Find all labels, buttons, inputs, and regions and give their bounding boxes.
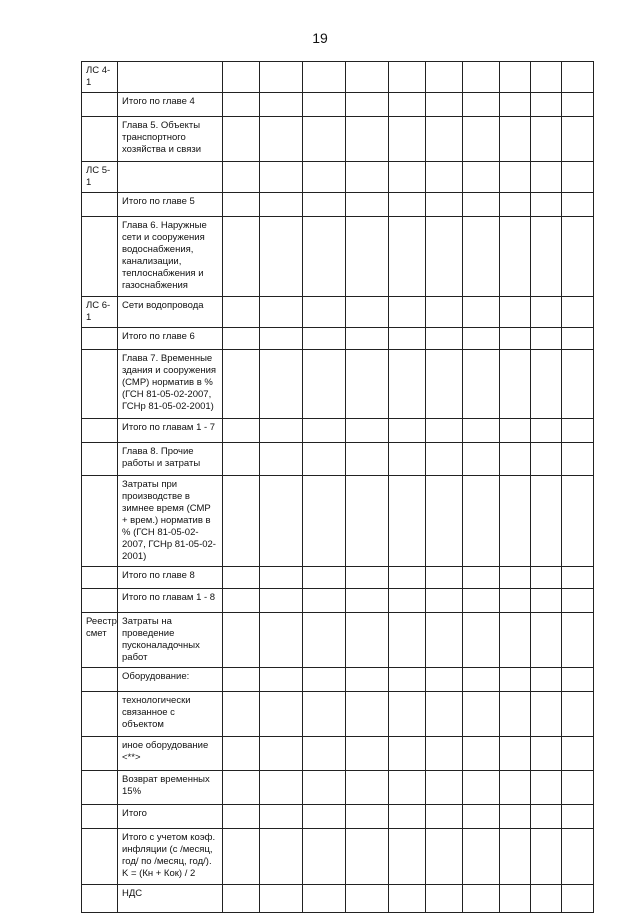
table-row <box>82 692 594 737</box>
row-label: Оборудование: <box>118 668 223 692</box>
table-row <box>82 350 594 419</box>
table-row <box>82 419 594 443</box>
table-row <box>82 737 594 771</box>
page-number: 19 <box>312 30 328 46</box>
row-code <box>82 805 118 829</box>
table-row <box>82 117 594 162</box>
row-label: Итого по главе 8 <box>118 567 223 589</box>
row-label: Глава 8. Прочие работы и затраты <box>118 443 223 476</box>
row-code <box>82 476 118 567</box>
row-code <box>82 217 118 297</box>
table-row <box>82 668 594 692</box>
table-row <box>82 885 594 913</box>
table-row <box>82 217 594 297</box>
row-label <box>118 162 223 193</box>
row-label: Глава 6. Наружные сети и сооружения водоснабжения, канализации, теплоснабжения и газоснабжения <box>118 217 223 297</box>
table-row <box>82 613 594 668</box>
row-code <box>82 328 118 350</box>
row-code: ЛС 6-1 <box>82 297 118 328</box>
row-code <box>82 350 118 419</box>
table-row <box>82 443 594 476</box>
table-row <box>82 162 594 193</box>
row-code <box>82 885 118 913</box>
row-code <box>82 668 118 692</box>
table-row <box>82 771 594 805</box>
row-label: Сети водопровода <box>118 297 223 328</box>
row-label: Глава 5. Объекты транспортного хозяйства и связи <box>118 117 223 162</box>
table-row <box>82 567 594 589</box>
row-code <box>82 771 118 805</box>
row-label: Глава 7. Временные здания и сооружения (СМР) норматив в % (ГСН 81-05-02-2007, ГСНр 81-05-02-2001) <box>118 350 223 419</box>
estimate-table <box>81 61 594 913</box>
row-code <box>82 589 118 613</box>
row-label: Итого по главам 1 - 8 <box>118 589 223 613</box>
table-row <box>82 328 594 350</box>
row-label: Затраты при производстве в зимнее время (СМР + врем.) норматив в % (ГСН 81-05-02-2007, ГСНр 81-05-02-2001) <box>118 476 223 567</box>
row-code: ЛС 4-1 <box>82 62 118 93</box>
row-label <box>118 62 223 93</box>
table-row <box>82 829 594 885</box>
row-label: Итого <box>118 805 223 829</box>
row-label: Итого по главе 5 <box>118 193 223 217</box>
table-row <box>82 62 594 93</box>
row-code <box>82 117 118 162</box>
row-code <box>82 93 118 117</box>
table-row <box>82 476 594 567</box>
row-label: Затраты на проведение пусконаладочных работ <box>118 613 223 668</box>
row-code <box>82 419 118 443</box>
row-code <box>82 737 118 771</box>
table-row <box>82 193 594 217</box>
table-row <box>82 805 594 829</box>
row-label: НДС <box>118 885 223 913</box>
row-label: Итого по главе 6 <box>118 328 223 350</box>
row-code <box>82 443 118 476</box>
table-row <box>82 93 594 117</box>
row-label: Возврат временных 15% <box>118 771 223 805</box>
row-label: иное оборудование <**> <box>118 737 223 771</box>
row-code <box>82 567 118 589</box>
table-row <box>82 589 594 613</box>
row-code: ЛС 5-1 <box>82 162 118 193</box>
row-label: Итого по главам 1 - 7 <box>118 419 223 443</box>
row-label: Итого с учетом коэф. инфляции (с /месяц, год/ по /месяц, год/). K = (Кн + Кок) / 2 <box>118 829 223 885</box>
row-code: Реестр смет <box>82 613 118 668</box>
row-code <box>82 692 118 737</box>
row-code <box>82 193 118 217</box>
row-code <box>82 829 118 885</box>
row-label: Итого по главе 4 <box>118 93 223 117</box>
table-row <box>82 297 594 328</box>
row-label: технологически связанное с объектом <box>118 692 223 737</box>
